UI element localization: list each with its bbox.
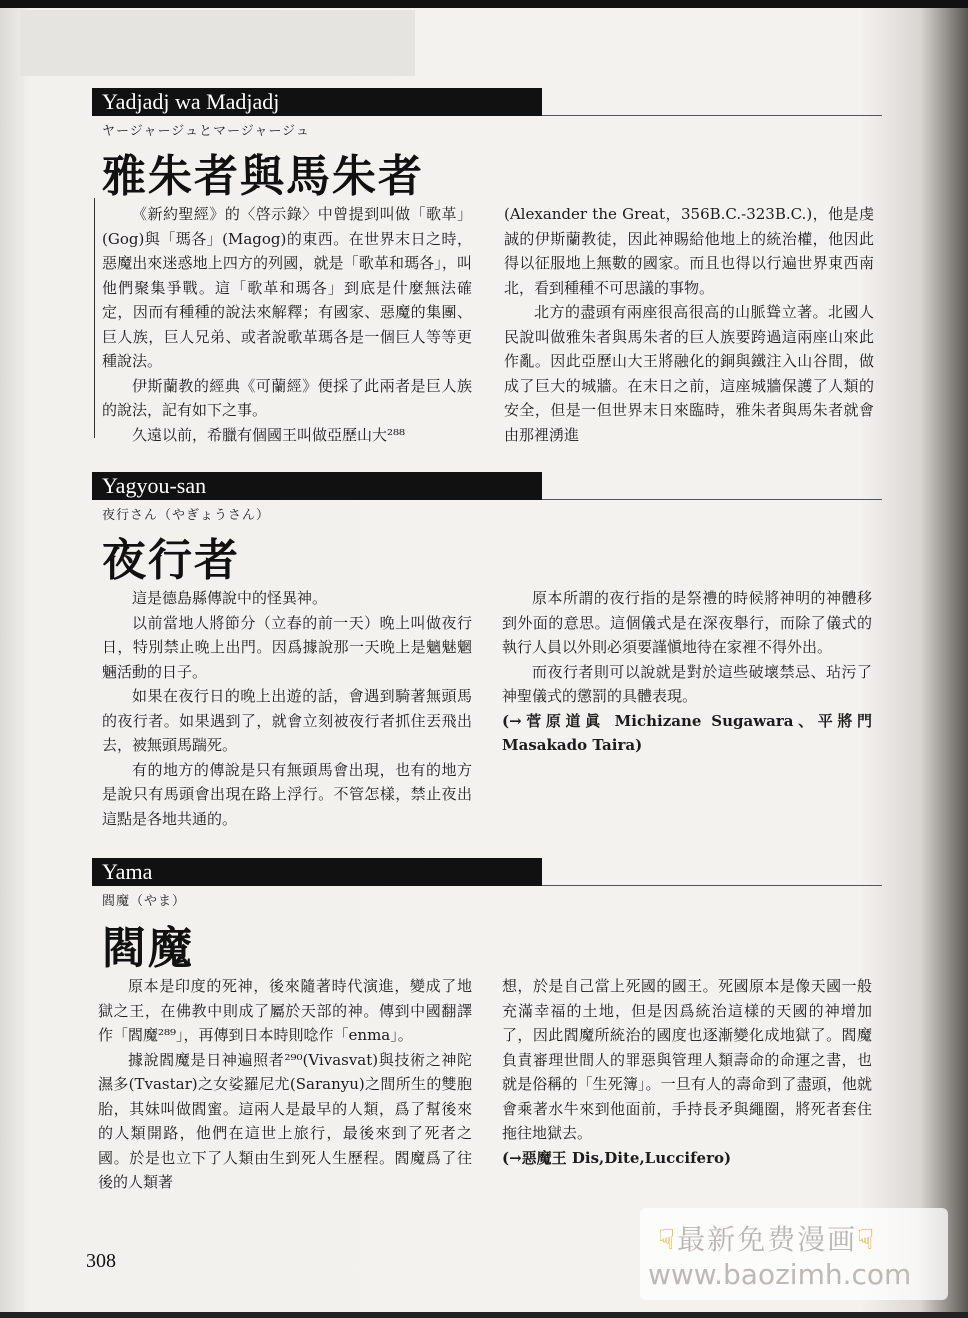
entry-reading: 閻魔（やま） [102,894,187,909]
watermark-text: 最新免费漫画 [677,1223,858,1256]
paragraph: 如果在夜行日的晚上出遊的話，會遇到騎著無頭馬的夜行者。如果遇到了，就會立刻被夜行者抓住丟飛出去，被無頭馬踹死。 [102,687,472,754]
watermark [640,1208,948,1300]
header-rule [542,115,882,116]
entry-reading: ヤージャージュとマージャージュ [102,124,310,139]
entry-header: Yama [92,858,542,886]
pointing-hand-icon: ☟ [658,1223,678,1256]
cross-reference: (→菅原道眞 Michizane Sugawara、平將門 Masakado Taira) [502,711,872,754]
bottom-edge [0,1312,968,1318]
header-rule [542,499,882,500]
bleed-through-block [20,10,415,76]
paragraph: 原本是印度的死神，後來隨著時代演進，變成了地獄之王，在佛教中則成了屬於天部的神。傳到中國翻譯作「閻魔²⁸⁹」，再傳到日本時則唸作「enma」。 [98,977,472,1044]
text-column-right [502,974,872,1170]
entry-title: 夜行者 [102,535,240,586]
entry-yadjadj [92,88,882,448]
column-rule [94,198,95,438]
entry-title: 雅朱者與馬朱者 [102,151,424,202]
paragraph: 這是德島縣傳說中的怪異神。 [132,589,328,607]
watermark-url: www.baozimh.com [648,1258,912,1291]
paragraph: 據說閻魔是日神遍照者²⁹⁰(Vivasvat)與技術之神陀濕多(Tvastar)之女娑羅尼尤(Saranyu)之間所生的雙胞胎，其妹叫做閻蜜。這兩人是最早的人類，爲了幫後來的人類開路，他們在這世上旅行，最後來到了死者之國。於是也立下了人類由生到死人生歷程。閻魔爲了往後的人類著 [98,1050,472,1191]
entry-yagyou-san [92,472,882,832]
entry-reading: 夜行さん（やぎょうさん） [102,508,271,523]
paragraph: 伊斯蘭教的經典《可蘭經》便採了此兩者是巨人族的說法，記有如下之事。 [102,376,472,419]
top-edge [0,0,968,8]
text-column-left [98,974,472,1195]
entry-header: Yadjadj wa Madjadj [92,88,542,116]
entry-yama [92,858,882,1228]
paragraph: 北方的盡頭有兩座很高很高的山脈聳立著。北國人民說叫做雅朱者與馬朱者的巨人族要跨過這兩座山來此作亂。因此亞歷山大王將融化的銅與鐵注入山谷間，做成了巨大的城牆。在末日之前，這座城牆保護了人類的安全，但是一但世界末日來臨時，雅朱者與馬朱者就會由那裡湧進 [504,303,874,444]
paragraph: (Alexander the Great，356B.C.-323B.C.)，他是虔誠的伊斯蘭教徒，因此神賜給他地上的統治權，他因此得以征服地上無數的國家。而且也得以行遍世界東西南北，看到種種不可思議的事物。 [504,205,874,297]
header-rule [542,885,882,886]
pointing-hand-icon: ☟ [857,1223,877,1256]
text-column-right [504,202,874,447]
watermark-title [658,1218,876,1258]
paragraph: 以前當地人將節分（立春的前一天）晚上叫做夜行日，特別禁止晚上出門。因爲據說那一天晚上是魑魅魍魎活動的日子。 [102,613,472,681]
paragraph: 有的地方的傳說是只有無頭馬會出現，也有的地方是說只有馬頭會出現在路上浮行。不管怎樣，禁止夜出這點是各地共通的。 [102,760,472,828]
paragraph: 而夜行者則可以說就是對於這些破壞禁忌、玷污了神聖儀式的懲罰的具體表現。 [502,662,872,705]
text-column-left [102,586,472,831]
text-column-left [102,202,472,447]
entry-header: Yagyou-san [92,472,542,500]
paragraph: 原本所謂的夜行指的是祭禮的時候將神明的神體移到外面的意思。這個儀式是在深夜舉行，而除了儀式的執行人員以外則必須要謹愼地待在家裡不得外出。 [502,589,872,656]
cross-reference: (→惡魔王 Dis,Dite,Luccifero) [502,1148,732,1167]
paragraph: 久遠以前，希臘有個國王叫做亞歷山大²⁸⁸ [132,425,406,444]
page-number: 308 [86,1250,116,1272]
paragraph: 想，於是自己當上死國的國王。死國原本是像天國一般充滿幸福的土地，但是因爲統治這樣的天國的神增加了，因此閻魔所統治的國度也逐漸變化成地獄了。閻魔負責審理世間人的罪惡與管理人類壽命的命運之書，也就是俗稱的「生死簿」。一旦有人的壽命到了盡頭，他就會乘著水牛來到他面前，手持長矛與繩圈，將死者套住拖往地獄去。 [502,977,872,1142]
text-column-right [502,586,872,758]
paragraph: 《新約聖經》的〈啓示錄〉中曾提到叫做「歌革」(Gog)與「瑪各」(Magog)的東西。在世界末日之時，惡魔出來迷惑地上四方的列國，就是「歌革和瑪各」，叫他們聚集爭戰。這「歌革和瑪各」到底是什麼無法確定，因而有種種的說法來解釋；有國家、惡魔的集團、巨人族，巨人兄弟、或者說歌革瑪各是一個巨人等等更種說法。 [102,205,472,370]
entry-title: 閻魔 [102,923,194,974]
